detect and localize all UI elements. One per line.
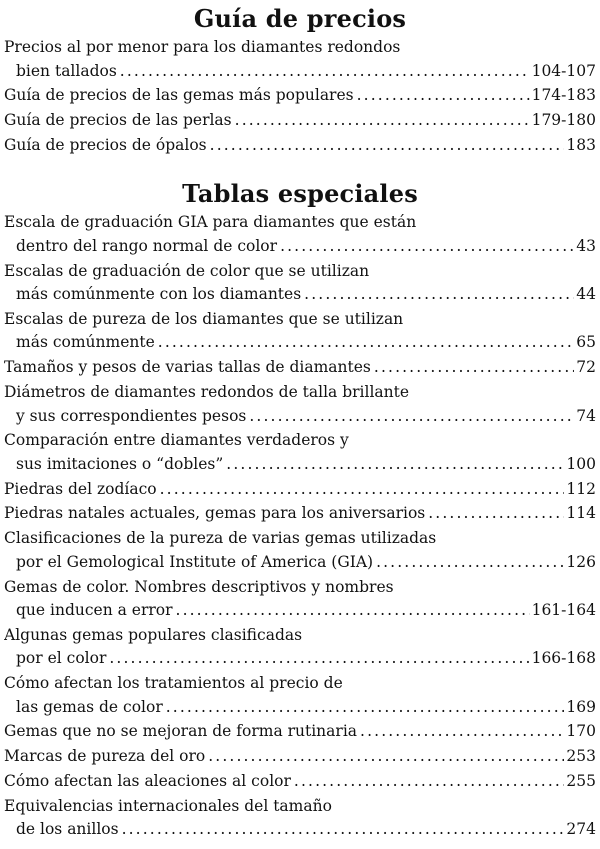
page-number: 65: [576, 333, 596, 352]
page-number: 183: [566, 135, 596, 154]
entry-last-line: [4, 453, 596, 477]
entry-last-line: [4, 551, 596, 575]
entry-title-line: de los anillos: [16, 820, 119, 839]
dot-leader: [280, 235, 574, 259]
entry-title-line: por el color: [16, 649, 107, 668]
page-number: 253: [566, 747, 596, 766]
entry-last-line: [4, 283, 596, 307]
page-number: 161-164: [531, 601, 596, 620]
entry-title-line: Escalas de graduación de color que se utilizan: [4, 261, 370, 280]
entry-title-line: que inducen a error: [16, 601, 173, 620]
toc-entry: [4, 478, 596, 502]
toc-entry: [4, 795, 596, 842]
entry-last-line: [4, 331, 596, 355]
entry-title-line: las gemas de color: [16, 697, 163, 716]
dot-leader: [158, 331, 575, 355]
section-title-guia-de-precios: Guía de precios: [193, 4, 407, 33]
page-number: 126: [566, 552, 596, 571]
entry-last-line: [4, 235, 596, 259]
toc-entry: [4, 576, 596, 623]
toc-entry: [4, 211, 596, 258]
entry-last-line: [4, 109, 596, 133]
dot-leader: [120, 60, 530, 84]
page-number: 179-180: [531, 111, 596, 130]
toc-page: [4, 0, 596, 843]
dot-leader: [176, 599, 530, 623]
entry-title-line: Cómo afectan los tratamientos al precio de: [4, 674, 343, 693]
entry-title-line: Guía de precios de las perlas: [4, 111, 232, 130]
entry-last-line: [4, 745, 596, 769]
entry-title-line: más comúnmente con los diamantes: [16, 285, 302, 304]
toc-entry: [4, 134, 596, 158]
entry-title-line: por el Gemological Institute of America (GIA): [16, 552, 374, 571]
page-number: 112: [566, 479, 596, 498]
page-number: 104-107: [531, 61, 596, 80]
page-number: 174-183: [531, 86, 596, 105]
dot-leader: [428, 502, 564, 526]
entry-title-line: Gemas de color. Nombres descriptivos y nombres: [4, 577, 394, 596]
page-number: 114: [566, 504, 596, 523]
entry-last-line: [4, 818, 596, 842]
entry-title-line: Guía de precios de las gemas más populares: [4, 86, 354, 105]
dot-leader: [294, 770, 565, 794]
entry-title-line: Marcas de pureza del oro: [4, 747, 206, 766]
entry-last-line: [4, 696, 596, 720]
entry-title-line: sus imitaciones o “dobles”: [16, 454, 224, 473]
toc-entry: [4, 260, 596, 307]
dot-leader: [122, 818, 565, 842]
toc-entry: [4, 745, 596, 769]
entry-title-line: Equivalencias internacionales del tamaño: [4, 796, 332, 815]
dot-leader: [226, 453, 564, 477]
toc-list-guia-de-precios: [4, 36, 596, 157]
entry-last-line: [4, 134, 596, 158]
toc-entry: [4, 624, 596, 671]
entry-last-line: [4, 502, 596, 526]
entry-title-line: Guía de precios de ópalos: [4, 135, 207, 154]
entry-title-line: Gemas que no se mejoran de forma rutinaria: [4, 722, 358, 741]
toc-entry: [4, 308, 596, 355]
toc-entry: [4, 720, 596, 744]
page-number: 255: [566, 772, 596, 791]
page-number: 166-168: [531, 649, 596, 668]
dot-leader: [360, 720, 564, 744]
entry-title-line: Diámetros de diamantes redondos de talla brillante: [4, 383, 410, 402]
entry-last-line: [4, 60, 596, 84]
page-number: 74: [576, 406, 596, 425]
entry-last-line: [4, 599, 596, 623]
dot-leader: [109, 647, 529, 671]
toc-list-tablas-especiales: [4, 211, 596, 841]
toc-entry: [4, 527, 596, 574]
entry-title-line: más comúnmente: [16, 333, 155, 352]
entry-last-line: [4, 770, 596, 794]
dot-leader: [210, 134, 565, 158]
toc-entry: [4, 672, 596, 719]
toc-entry: [4, 356, 596, 380]
page-number: 100: [566, 454, 596, 473]
page-number: 170: [566, 722, 596, 741]
dot-leader: [304, 283, 574, 307]
page-number: 274: [566, 820, 596, 839]
entry-title-line: Piedras natales actuales, gemas para los aniversarios: [4, 504, 426, 523]
entry-title-line: Cómo afectan las aleaciones al color: [4, 772, 291, 791]
dot-leader: [249, 405, 574, 429]
entry-title-line: Piedras del zodíaco: [4, 479, 157, 498]
entry-title-line: Escala de graduación GIA para diamantes que están: [4, 213, 417, 232]
toc-entry: [4, 381, 596, 428]
entry-last-line: [4, 647, 596, 671]
toc-entry: [4, 502, 596, 526]
page-number: 72: [576, 358, 596, 377]
entry-last-line: [4, 478, 596, 502]
toc-entry: [4, 36, 596, 83]
dot-leader: [160, 478, 565, 502]
entry-title-line: bien tallados: [16, 61, 117, 80]
entry-title-line: Precios al por menor para los diamantes redondos: [4, 38, 401, 56]
dot-leader: [357, 84, 530, 108]
entry-last-line: [4, 356, 596, 380]
dot-leader: [374, 356, 574, 380]
entry-last-line: [4, 84, 596, 108]
toc-entry: [4, 109, 596, 133]
dot-leader: [376, 551, 564, 575]
entry-title-line: y sus correspondientes pesos: [16, 406, 247, 425]
entry-title-line: dentro del rango normal de color: [16, 236, 278, 255]
page-number: 169: [566, 697, 596, 716]
page-number: 44: [576, 285, 596, 304]
toc-entry: [4, 84, 596, 108]
entry-title-line: Algunas gemas populares clasificadas: [4, 625, 303, 644]
toc-entry: [4, 770, 596, 794]
page-number: 43: [576, 236, 596, 255]
entry-title-line: Tamaños y pesos de varias tallas de diamantes: [4, 358, 371, 377]
toc-entry: [4, 429, 596, 476]
dot-leader: [235, 109, 530, 133]
entry-title-line: Comparación entre diamantes verdaderos y: [4, 431, 349, 450]
entry-last-line: [4, 720, 596, 744]
section-title-tablas-especiales: Tablas especiales: [182, 179, 418, 209]
entry-title-line: Escalas de pureza de los diamantes que se utilizan: [4, 309, 404, 328]
entry-last-line: [4, 405, 596, 429]
dot-leader: [166, 696, 565, 720]
dot-leader: [208, 745, 564, 769]
entry-title-line: Clasificaciones de la pureza de varias gemas utilizadas: [4, 529, 437, 548]
